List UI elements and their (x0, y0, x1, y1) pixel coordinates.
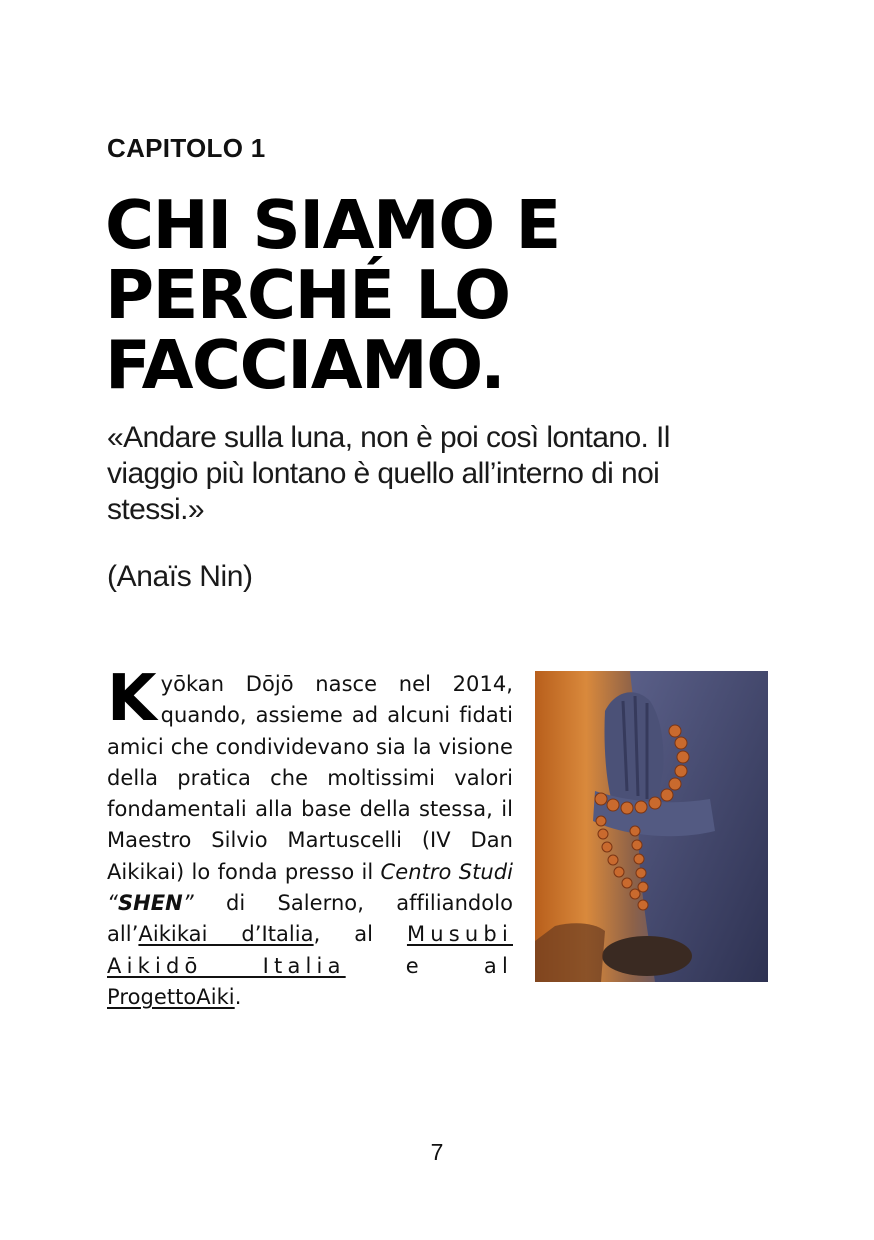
intro-paragraph (107, 662, 513, 1013)
chapter-title (105, 186, 665, 404)
title-line-3: FACCIAMO. (105, 326, 505, 404)
aikikai-italia-link[interactable]: Aikikai d’Italia (138, 922, 314, 947)
paragraph-text-3: , al (313, 922, 407, 947)
paragraph-text-5: . (234, 984, 242, 1009)
drop-cap: K (107, 662, 155, 736)
epigraph-quote: «Andare sulla luna, non è poi così lontano. Il viaggio più lontano è quello all’interno di noi stessi.» (107, 421, 670, 526)
chapter-label: CAPITOLO 1 (107, 133, 266, 163)
buddha-hands-prayer-beads-icon (535, 671, 768, 982)
centro-studi-label: Centro Studi “SHEN” (107, 859, 513, 916)
page-number: 7 (430, 1139, 444, 1165)
buddha-hands-photo (535, 671, 768, 982)
musubi-aikido-link[interactable]: Musubi Aikidō Italia (107, 922, 513, 978)
epigraph-author: (Anaïs Nin) (107, 560, 253, 593)
title-line-2: PERCHÉ LO (105, 256, 510, 334)
title-line-1: CHI SIAMO E (105, 186, 560, 264)
progetto-aiki-link[interactable]: ProgettoAiki (107, 984, 235, 1009)
paragraph-text-4: e al (345, 953, 513, 978)
paragraph-text-1: yōkan Dōjō nasce nel 2014, quando, assieme ad alcuni fidati amici che condividevano sia la visione della pratica che moltissimi valori fondamentali alla base della stessa, il Maestro Silvio Martuscelli (IV Dan Aikikai) lo fonda presso il (107, 672, 513, 884)
shen-label: SHEN (117, 891, 183, 916)
paragraph-text-2: di Salerno, affiliandolo all’ (107, 891, 513, 947)
